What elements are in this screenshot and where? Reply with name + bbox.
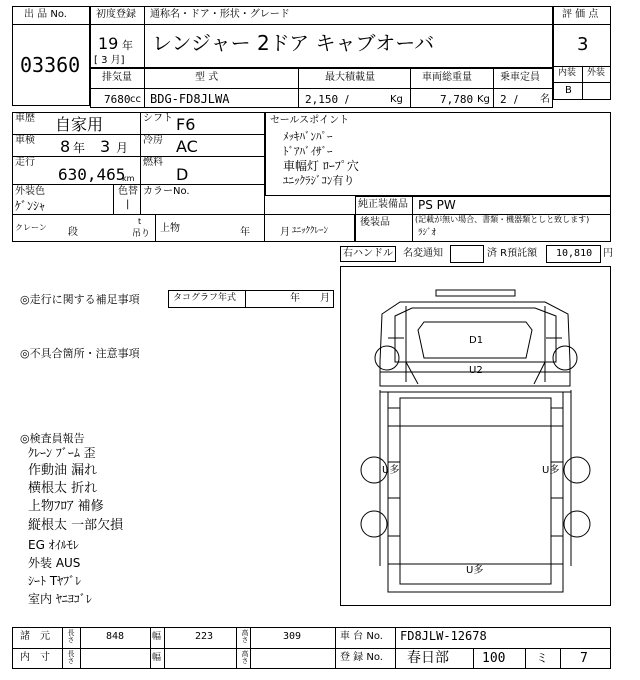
crane-ton-unit: t — [138, 217, 142, 226]
lot-no-label: 出 品 No. — [24, 9, 67, 20]
upper-year-unit: 年 — [240, 227, 250, 238]
tacho-month-unit: 月 — [320, 293, 330, 304]
history: 自家用 — [55, 115, 104, 134]
inspector-item-9: 室内 ﾔﾆﾖｺﾞﾚ — [28, 592, 92, 606]
crane-lift: 吊り — [132, 229, 151, 239]
model-label: 型 式 — [195, 72, 219, 83]
inspector-item-2: 作動油 漏れ — [28, 463, 98, 478]
chassis-label: 車 台 No. — [340, 631, 383, 642]
aftermarket-label: 後装品 — [360, 217, 390, 228]
registration-number: 7 — [580, 651, 588, 666]
cc-unit: cc — [130, 94, 141, 105]
ac: AC — [176, 137, 198, 156]
spec-label: 諸 元 — [20, 631, 50, 642]
rating-value: 3 — [577, 34, 589, 55]
displacement-label: 排気量 — [102, 72, 132, 83]
upper-label: 上物 — [160, 223, 180, 234]
model: BDG-FD8JLWA — [150, 92, 230, 106]
mark-u2: U2 — [469, 365, 483, 376]
registration-kana: ミ — [536, 651, 549, 665]
registration-place: 春日部 — [407, 650, 449, 666]
mileage: 630,465 — [58, 165, 126, 184]
inspector-item-8: ｼｰﾄ Tﾔﾌﾞﾚ — [28, 574, 82, 588]
standard-equipment: PS PW — [418, 198, 456, 212]
yen-unit: 円 — [603, 248, 613, 259]
sales-point-3: 車幅灯 ﾛｰﾌﾟ穴 — [283, 159, 359, 173]
inner-label: 内 寸 — [20, 652, 50, 663]
mark-u-multi-left: U多 — [382, 465, 400, 476]
color-change-label: 色替 — [118, 186, 138, 197]
bed-outline — [388, 392, 563, 592]
km-unit: km — [122, 174, 135, 183]
registration-class: 100 — [482, 651, 506, 666]
tacho-year-unit: 年 — [290, 293, 300, 304]
displacement: 7680 — [104, 93, 131, 106]
name-change-label: 名変通知 — [403, 248, 443, 259]
exterior-label: 外装 — [587, 68, 606, 78]
inspection-year: 8 — [60, 137, 71, 156]
defects-label: ◎不具合箇所・注意事項 — [20, 347, 140, 360]
gross-weight-label: 車両総重量 — [422, 72, 472, 83]
crane-label: クレーン — [15, 223, 47, 232]
upper-maker: ﾕﾆｯｸｸﾚｰﾝ — [292, 226, 329, 236]
year-unit: 年 — [122, 39, 133, 52]
rear-right-wheel-2 — [564, 511, 590, 537]
inspector-item-6: EG ｵｲﾙﾓﾚ — [28, 538, 79, 552]
shift-label: シフト — [143, 113, 173, 124]
inspection-year-unit: 年 — [73, 141, 86, 155]
history-label: 車歴 — [15, 113, 35, 124]
width: 223 — [195, 631, 214, 642]
aftermarket-note: (記載が無い場合、書類・機器類としと致します) — [415, 215, 590, 224]
car-title: レンジャー 2ドア キャブオーバ — [152, 31, 435, 55]
capacity-slash: / — [514, 93, 518, 106]
inspector-item-1: ｸﾚｰﾝ ﾌﾞｰﾑ 歪 — [28, 446, 96, 460]
driving-notes-label: ◎走行に関する補足事項 — [20, 293, 140, 306]
first-reg-label: 初度登録 — [96, 9, 136, 20]
inner-height-label: 高さ — [241, 650, 249, 664]
crane-stage: 段 — [68, 227, 78, 238]
mark-d1: D1 — [469, 335, 484, 346]
inspection-label: 車検 — [15, 135, 35, 146]
truck-diagram — [340, 266, 611, 606]
inspection-month-unit: 月 — [116, 141, 129, 155]
recycle-amount: 10,810 — [556, 248, 593, 259]
shift: F6 — [176, 115, 196, 134]
kg-unit: Kg — [390, 94, 403, 105]
chassis-number: FD8JLW-12678 — [400, 629, 487, 643]
color-label: 外装色 — [15, 186, 45, 197]
upper-month-unit: 月 — [280, 227, 290, 238]
tachograph-label: タコグラフ年式 — [173, 293, 237, 303]
length-label: 長さ — [67, 629, 75, 643]
standard-equipment-label: 純正装備品 — [358, 199, 408, 210]
color: ｹﾞﾝｼｬ — [15, 199, 46, 213]
mark-u-multi-rear: U多 — [466, 565, 484, 576]
height-label: 高さ — [241, 629, 249, 643]
inspector-item-4: 上物ﾌﾛｱ 補修 — [28, 499, 104, 514]
inspector-item-5: 縦根太 一部欠損 — [28, 518, 124, 533]
aftermarket: ﾗｼﾞｵ — [418, 228, 437, 238]
sales-point-2: ﾄﾞｱﾊﾞｲｻﾞｰ — [283, 145, 333, 158]
inspector-item-3: 横根太 折れ — [28, 481, 98, 496]
fuel: D — [176, 165, 189, 184]
mileage-label: 走行 — [15, 157, 35, 168]
max-load-slash: / — [345, 93, 349, 106]
interior-label: 内装 — [558, 68, 577, 78]
inspection-month: 3 — [100, 137, 111, 156]
capacity-unit: 名 — [540, 94, 550, 105]
width-label: 幅 — [152, 632, 162, 642]
sales-point-1: ﾒｯｷﾊﾞﾝﾊﾟｰ — [283, 130, 333, 143]
capacity: 2 — [500, 93, 507, 106]
title-label: 通称名・ドア・形状・グレード — [150, 9, 290, 20]
interior-grade: B — [565, 85, 572, 96]
inspector-item-7: 外装 AUS — [28, 556, 81, 570]
gross-weight: 7,780 — [440, 93, 474, 106]
mark-u-multi-right: U多 — [542, 465, 560, 476]
max-load-label: 最大積載量 — [325, 72, 375, 83]
rating-label: 評 価 点 — [562, 9, 599, 20]
inner-width-label: 幅 — [152, 653, 162, 663]
length: 848 — [106, 631, 125, 642]
lot-number: 03360 — [20, 53, 81, 77]
color-change-mark: | — [126, 199, 130, 210]
first-reg-month: [ 3 月] — [94, 55, 125, 66]
color-code-label: カラーNo. — [143, 186, 190, 197]
capacity-label: 乗車定員 — [500, 72, 540, 83]
rear-left-wheel-2 — [361, 511, 387, 537]
rear-right-wheel-1 — [564, 457, 590, 483]
inspector-label: ◎検査員報告 — [20, 432, 85, 445]
recycle-label: 済 R預託額 — [487, 248, 538, 259]
mirror-top — [436, 290, 515, 296]
front-right-wheel — [553, 346, 577, 370]
fuel-label: 燃料 — [143, 157, 163, 168]
sales-points-label: セールスポイント — [270, 115, 350, 126]
ac-label: 冷房 — [143, 135, 163, 146]
drive-side: 右ハンドル — [343, 248, 393, 259]
kg-unit-2: Kg — [477, 94, 490, 105]
name-change-box — [450, 245, 484, 263]
first-reg-year: 19 — [98, 34, 119, 53]
inner-length-label: 長さ — [67, 650, 75, 664]
registration-label: 登 録 No. — [340, 652, 383, 663]
height: 309 — [283, 631, 302, 642]
sales-point-4: ﾕﾆｯｸﾗｼﾞｺﾝ有り — [283, 174, 355, 187]
max-load: 2,150 — [305, 93, 339, 106]
